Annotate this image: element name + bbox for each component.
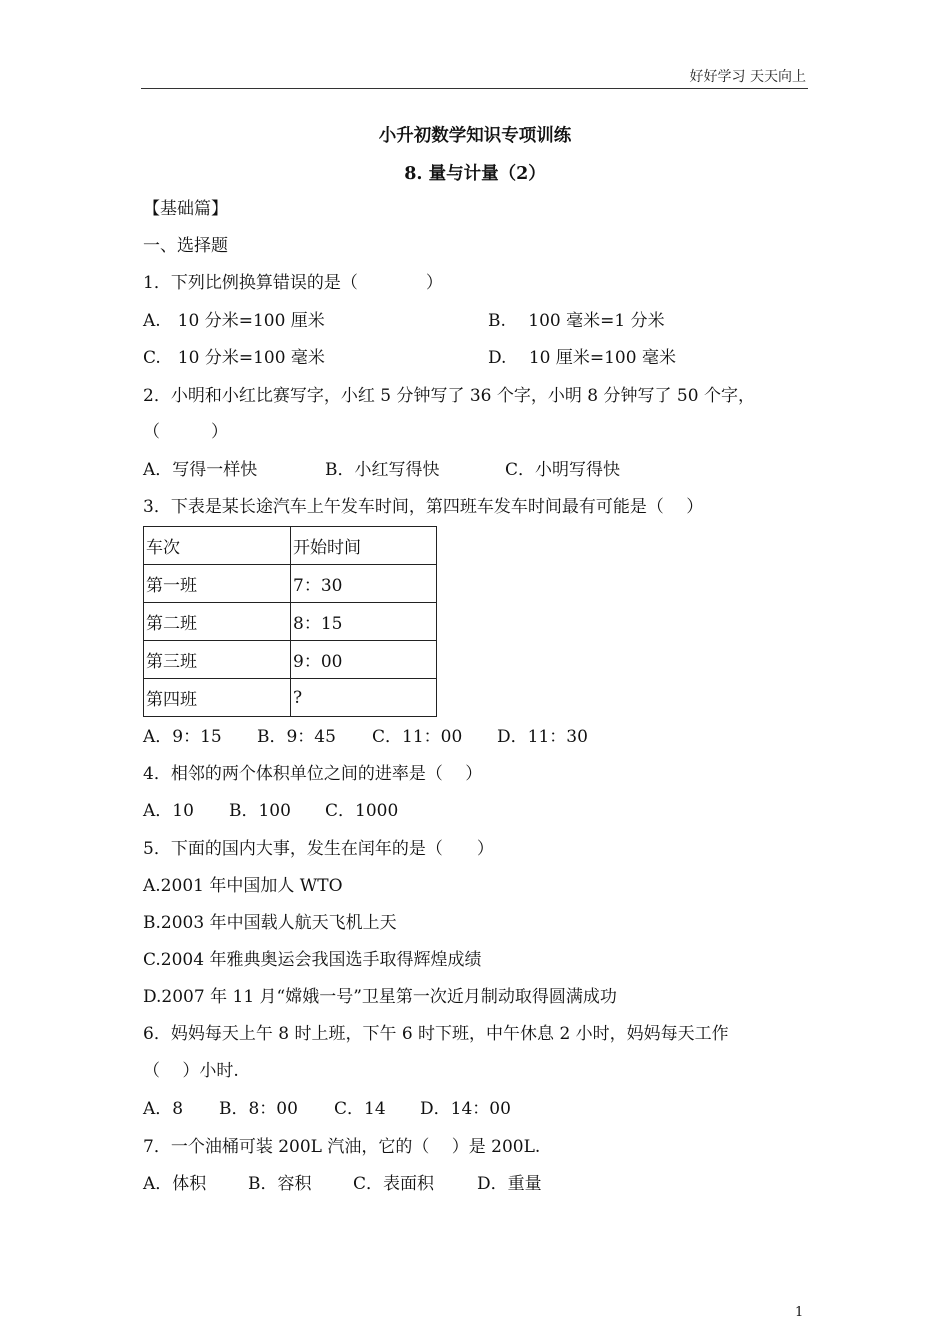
table-header-cell: 开始时间 [291, 527, 437, 565]
q5-option-b: B.2003 年中国载人航天飞机上天 [143, 913, 397, 933]
q5-option-d: D.2007 年 11 月“嫦娥一号”卫星第一次近月制动取得圆满成功 [143, 987, 617, 1007]
section-label: 【基础篇】 [143, 199, 228, 219]
q5-option-a: A.2001 年中国加人 WTO [143, 876, 343, 896]
page-header [141, 66, 808, 89]
table-cell: 第三班 [144, 641, 291, 679]
q7-stem: 7．一个油桶可装 200L 汽油，它的（ ）是 200L. [143, 1137, 541, 1157]
q6-option-d: D．14：00 [420, 1099, 511, 1119]
q2-option-c: C．小明写得快 [505, 460, 621, 480]
table-cell: 第一班 [144, 565, 291, 603]
q1-option-a: A. 10 分米=100 厘米 [143, 311, 325, 331]
q2-option-b: B．小红写得快 [325, 460, 440, 480]
q2-stem-cont: （ ） [143, 422, 228, 442]
q4-option-c: C．1000 [325, 801, 399, 821]
table-header-cell: 车次 [144, 527, 291, 565]
q7-option-c: C．表面积 [353, 1174, 435, 1194]
table-cell: 7：30 [291, 565, 437, 603]
q6-option-a: A．8 [143, 1099, 184, 1119]
q4-stem: 4．相邻的两个体积单位之间的进率是（ ） [143, 764, 483, 784]
header-motto: 好好学习 天天向上 [689, 69, 806, 85]
q5-stem: 5．下面的国内大事，发生在闰年的是（ ） [143, 839, 494, 859]
q6-option-c: C．14 [334, 1099, 386, 1119]
document-title: 小升初数学知识专项训练 [378, 126, 572, 146]
q3-stem: 3．下表是某长途汽车上午发车时间，第四班车发车时间最有可能是（ ） [143, 497, 704, 517]
table-cell: 第四班 [144, 679, 291, 717]
q7-option-a: A．体积 [143, 1174, 207, 1194]
q1-stem: 1．下列比例换算错误的是（ ） [143, 273, 443, 293]
table-row [144, 565, 437, 603]
table-row [144, 641, 437, 679]
table-cell: 第二班 [144, 603, 291, 641]
q7-option-d: D．重量 [477, 1174, 542, 1194]
q6-option-b: B．8：00 [219, 1099, 298, 1119]
q2-stem: 2．小明和小红比赛写字，小红 5 分钟写了 36 个字，小明 8 分钟写了 50 个字， [143, 386, 755, 406]
q6-stem: 6．妈妈每天上午 8 时上班，下午 6 时下班，中午休息 2 小时，妈妈每天工作 [143, 1024, 729, 1044]
q3-option-d: D．11：30 [497, 727, 588, 747]
q4-option-b: B．100 [229, 801, 291, 821]
page-number: 1 [795, 1305, 804, 1320]
q3-option-a: A．9：15 [143, 727, 222, 747]
table-row [144, 679, 437, 717]
q4-option-a: A．10 [143, 801, 194, 821]
q2-option-a: A．写得一样快 [143, 460, 258, 480]
q3-option-c: C．11：00 [372, 727, 463, 747]
q5-option-c: C.2004 年雅典奥运会我国选手取得辉煌成绩 [143, 950, 482, 970]
table-header-row [144, 527, 437, 565]
q1-option-d: D. 10 厘米=100 毫米 [488, 348, 676, 368]
table-cell: 8：15 [291, 603, 437, 641]
q1-option-b: B. 100 毫米=1 分米 [488, 311, 665, 331]
document-subtitle: 8. 量与计量（2） [404, 164, 546, 184]
q3-option-b: B．9：45 [257, 727, 336, 747]
q7-option-b: B．容积 [248, 1174, 312, 1194]
table-row [144, 603, 437, 641]
schedule-table [143, 526, 437, 717]
q1-option-c: C. 10 分米=100 毫米 [143, 348, 325, 368]
part-heading: 一、选择题 [143, 236, 228, 256]
table-cell: 9：00 [291, 641, 437, 679]
table-cell: ? [291, 679, 437, 717]
q6-stem-cont: （ ）小时. [143, 1061, 239, 1081]
